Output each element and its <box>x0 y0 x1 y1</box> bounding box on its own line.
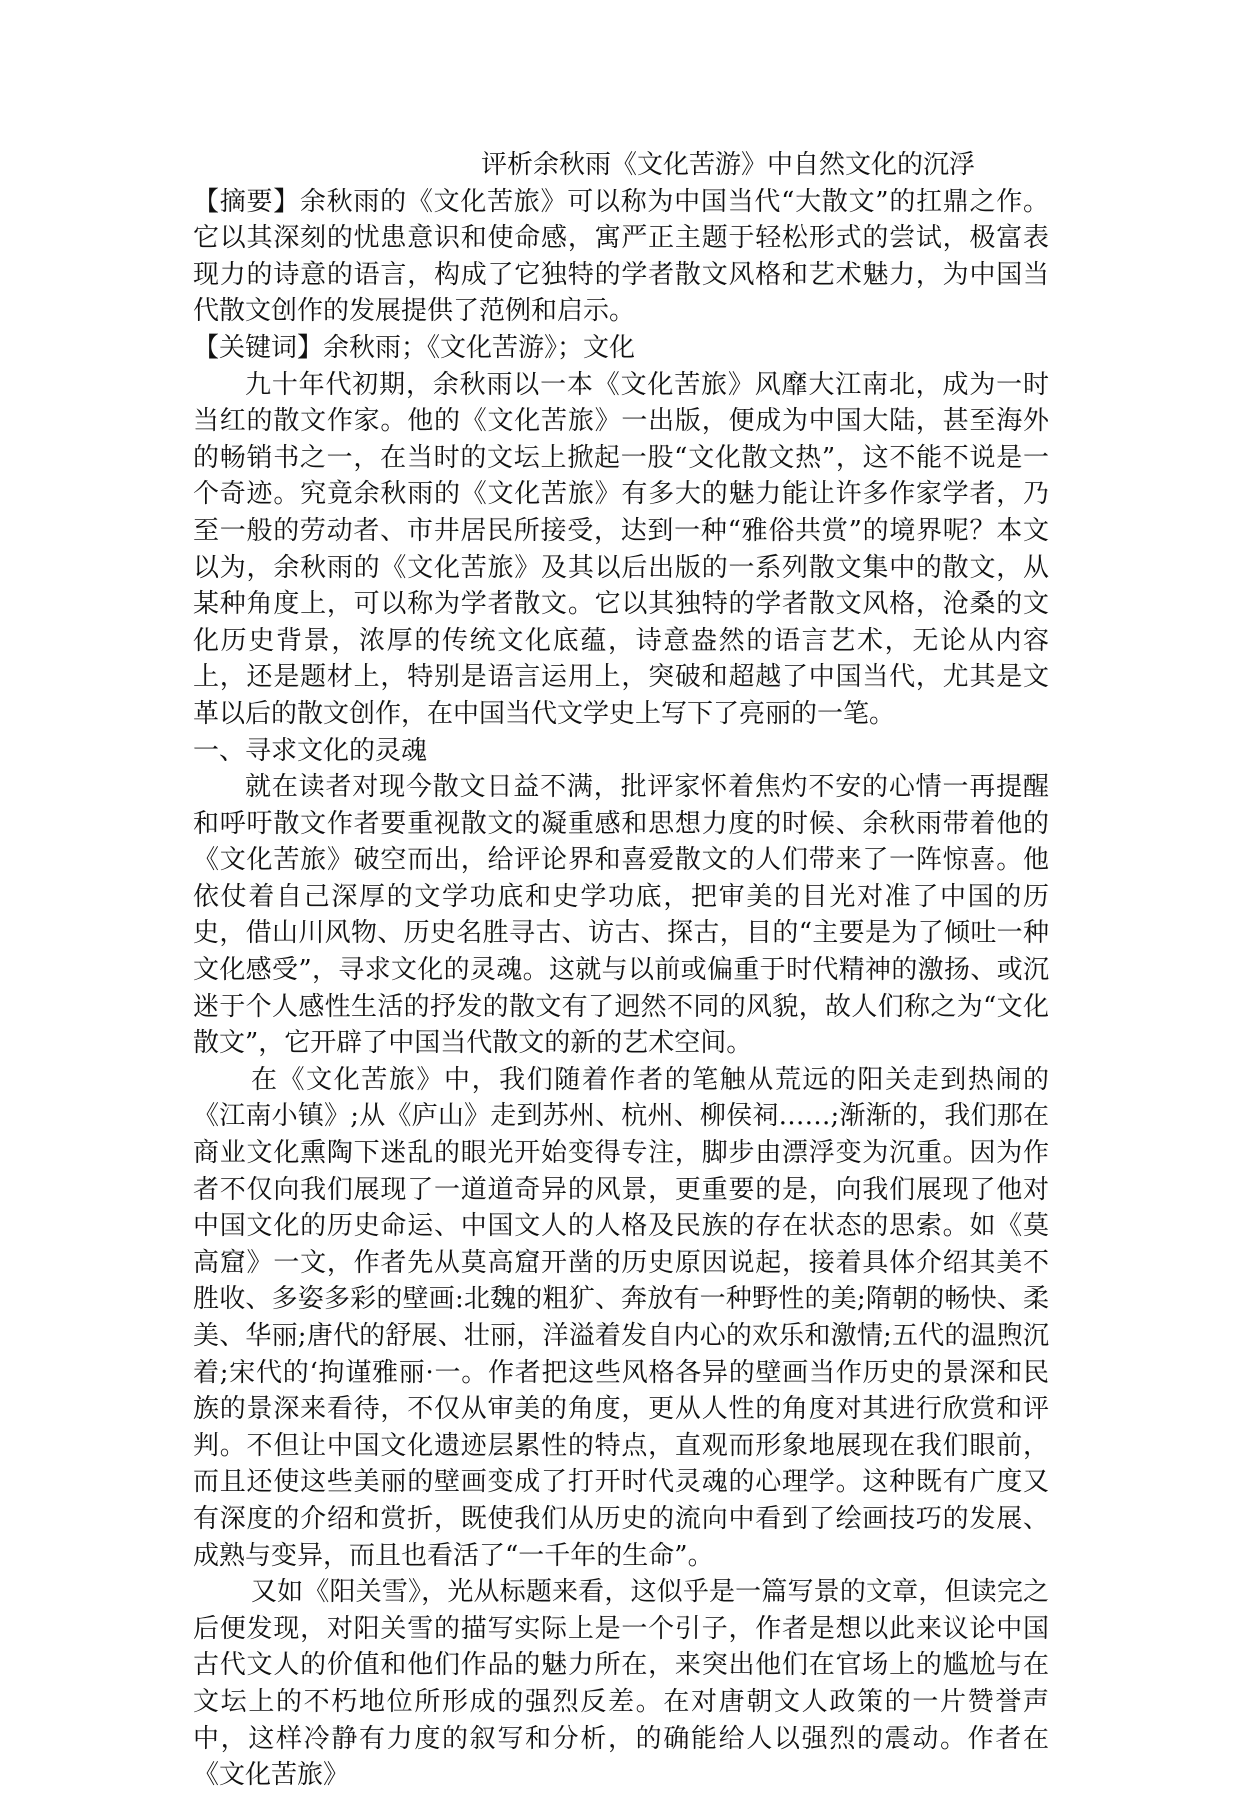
keywords-line: 【关键词】余秋雨；《文化苦游》；文化 <box>193 332 636 363</box>
document-body <box>193 147 1049 1794</box>
body-paragraph: 在《文化苦旅》中，我们随着作者的笔触从荒远的阳关走到热闹的《江南小镇》;从《庐山》走到苏州、杭州、柳侯祠……;渐渐的，我们那在商业文化熏陶下迷乱的眼光开始变得专注，脚步由漂浮变为沉重。因为作者不仅向我们展现了一道道奇异的风景，更重要的是，向我们展现了他对中国文化的历史命运、中国文人的人格及民族的存在状态的思索。如《莫高窟》一文，作者先从莫高窟开凿的历史原因说起，接着具体介绍其美不胜收、多姿多彩的壁画:北魏的粗犷、奔放有一种野性的美;隋朝的畅快、柔美、华丽;唐代的舒展、壮丽，洋溢着发自内心的欢乐和激情;五代的温煦沉着;宋代的‘拘谨雅丽·一。作者把这些风格各异的壁画当作历史的景深和民族的景深来看待，不仅从审美的角度，更从人性的角度对其进行欣赏和评判。不但让中国文化遗迹层累性的特点，直观而形象地展现在我们眼前，而且还使这些美丽的壁画变成了打开时代灵魂的心理学。这种既有广度又有深度的介绍和赏折，既使我们从历史的流向中看到了绘画技巧的发展、成熟与变异，而且也看活了“一千年的生命”。 <box>193 1064 1049 1571</box>
intro-paragraph: 九十年代初期，余秋雨以一本《文化苦旅》风靡大江南北，成为一时当红的散文作家。他的《文化苦旅》一出版，便成为中国大陆，甚至海外的畅销书之一，在当时的文坛上掀起一股“文化散文热”，这不能不说是一个奇迹。究竟余秋雨的《文化苦旅》有多大的魅力能让许多作家学者，乃至一般的劳动者、市井居民所接受，达到一种“雅俗共赏”的境界呢？本文以为，余秋雨的《文化苦旅》及其以后出版的一系列散文集中的散文，从某种角度上，可以称为学者散文。它以其独特的学者散文风格，沧桑的文化历史背景，浓厚的传统文化底蕴，诗意盎然的语言艺术，无论从内容上，还是题材上，特别是语言运用上，突破和超越了中国当代，尤其是文革以后的散文创作，在中国当代文学史上写下了亮丽的一笔。 <box>193 369 1049 729</box>
body-paragraph: 就在读者对现今散文日益不满，批评家怀着焦灼不安的心情一再提醒和呼吁散文作者要重视散文的凝重感和思想力度的时候、余秋雨带着他的《文化苦旅》破空而出，给评论界和喜爱散文的人们带来了一阵惊喜。他依仗着自己深厚的文学功底和史学功底，把审美的目光对准了中国的历史，借山川风物、历史名胜寻古、访古、探古，目的“主要是为了倾吐一种文化感受”，寻求文化的灵魂。这就与以前或偏重于时代精神的激扬、或沉迷于个人感性生活的抒发的散文有了迥然不同的风貌，故人们称之为“文化散文”，它开辟了中国当代散文的新的艺术空间。 <box>193 772 1049 1059</box>
section-heading: 一、寻求文化的灵魂 <box>193 735 428 766</box>
body-paragraph: 又如《阳关雪》，光从标题来看，这似乎是一篇写景的文章，但读完之后便发现，对阳关雪的描写实际上是一个引子，作者是想以此来议论中国古代文人的价值和他们作品的魅力所在，来突出他们在官场上的尴尬与在文坛上的不朽地位所形成的强烈反差。在对唐朝文人政策的一片赞誉声中，这样冷静有力度的叙写和分析，的确能给人以强烈的震动。作者在《文化苦旅》 <box>193 1577 1049 1791</box>
abstract-paragraph: 【摘要】余秋雨的《文化苦旅》可以称为中国当代“大散文”的扛鼎之作。它以其深刻的忧患意识和使命感，寓严正主题于轻松形式的尝试，极富表现力的诗意的语言，构成了它独特的学者散文风格和艺术魅力，为中国当代散文创作的发展提供了范例和启示。 <box>193 186 1049 327</box>
document-title: 评析余秋雨《文化苦游》中自然文化的沉浮 <box>481 150 976 180</box>
